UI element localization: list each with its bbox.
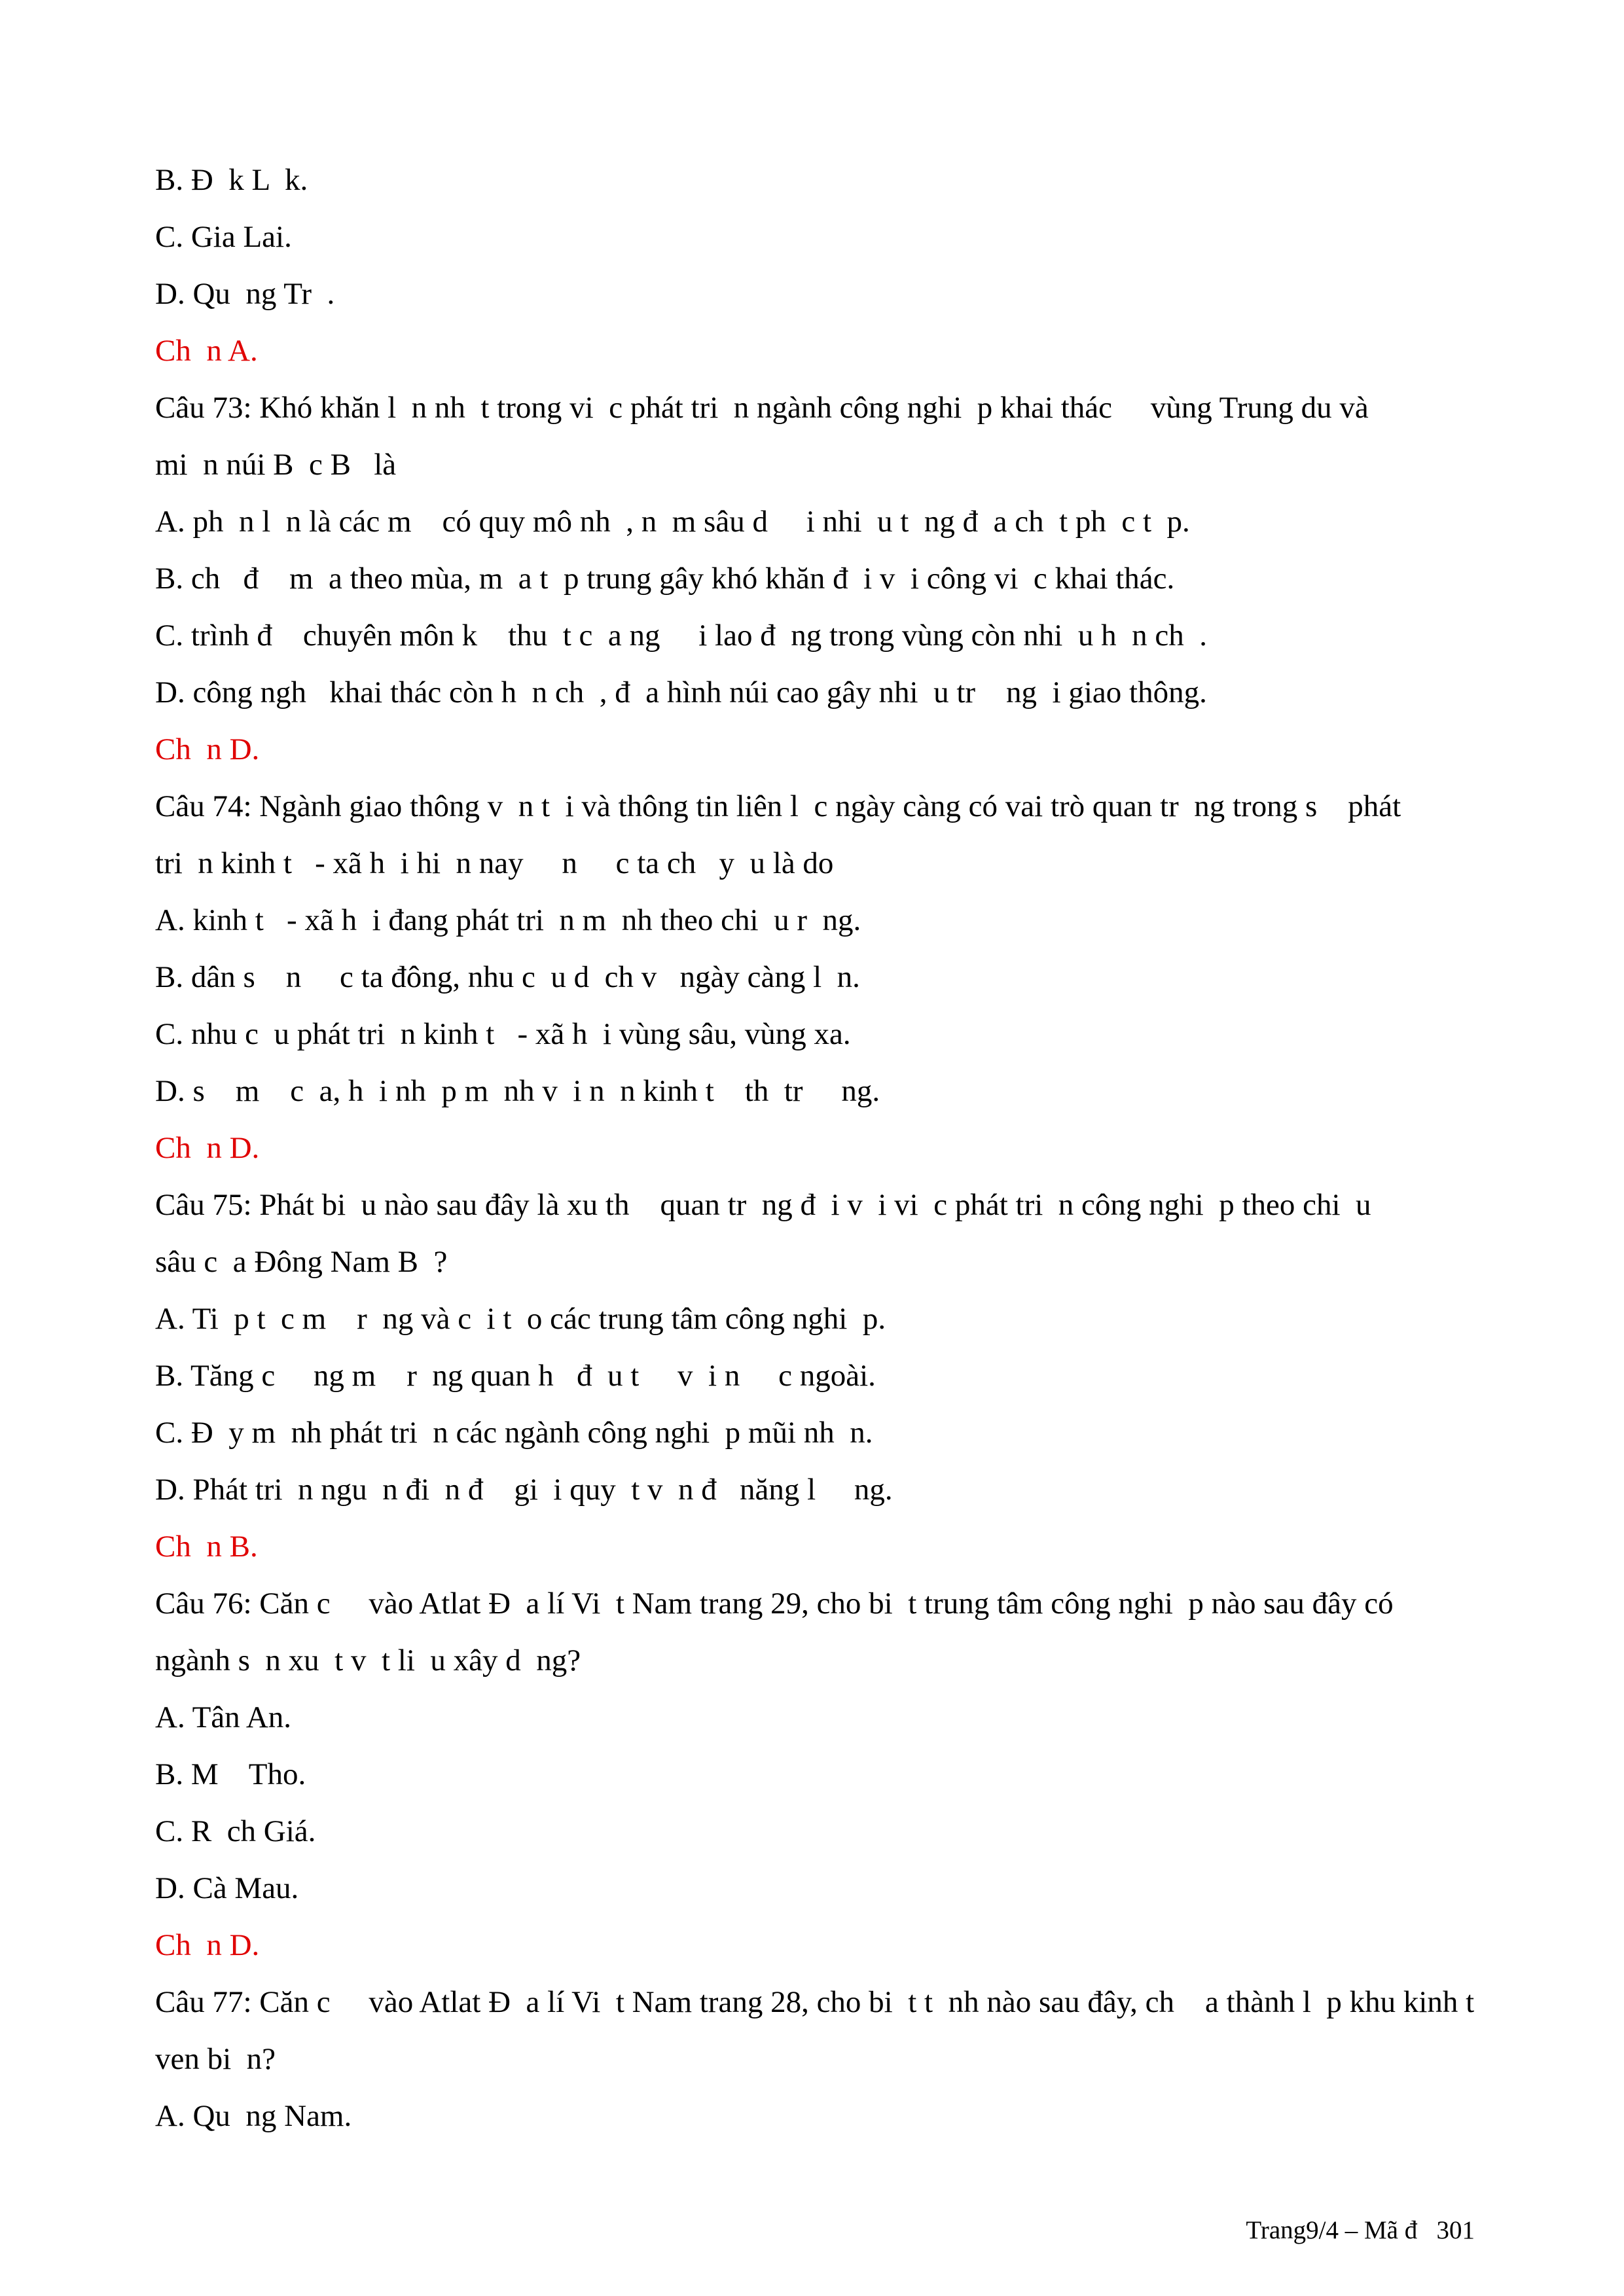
option-line: C. Đ y m nh phát tri n các ngành công nghi p mũi nh n.	[155, 1416, 873, 1450]
option-line: A. kinh t - xã h i đang phát tri n m nh theo chi u r ng.	[155, 903, 861, 937]
option-line: B. ch đ m a theo mùa, m a t p trung gây khó khăn đ i v i công vi c khai thác.	[155, 562, 1175, 596]
option-line: A. Ti p t c m r ng và c i t o các trung tâm công nghi p.	[155, 1302, 886, 1336]
option-line: D. s m c a, h i nh p m nh v i n n kinh t th tr ng.	[155, 1074, 880, 1108]
question-line: ngành s n xu t v t li u xây d ng?	[155, 1643, 581, 1677]
answer-line: Ch n A.	[155, 334, 258, 368]
page-footer: Trang9/4 – Mã đ 301	[1246, 2216, 1475, 2244]
option-line: D. Cà Mau.	[155, 1871, 299, 1905]
option-line: B. Đ k L k.	[155, 163, 308, 197]
option-line: B. M Tho.	[155, 1757, 306, 1791]
question-line: Câu 76: Căn c vào Atlat Đ a lí Vi t Nam trang 29, cho bi t trung tâm công nghi p nào sau đây có	[155, 1587, 1394, 1621]
option-line: B. dân s n c ta đông, nhu c u d ch v ngày càng l n.	[155, 960, 860, 994]
option-line: C. R ch Giá.	[155, 1814, 316, 1848]
question-line: Câu 73: Khó khăn l n nh t trong vi c phát tri n ngành công nghi p khai thác vùng Trung du và	[155, 391, 1369, 425]
option-line: A. Tân An.	[155, 1700, 292, 1734]
option-line: B. Tăng c ng m r ng quan h đ u t v i n c ngoài.	[155, 1359, 876, 1393]
option-line: C. Gia Lai.	[155, 220, 292, 254]
question-line: Câu 74: Ngành giao thông v n t i và thông tin liên l c ngày càng có vai trò quan tr ng trong s phát	[155, 789, 1401, 823]
question-line: Câu 75: Phát bi u nào sau đây là xu th quan tr ng đ i v i vi c phát tri n công nghi p theo chi u	[155, 1188, 1371, 1222]
question-line: ven bi n?	[155, 2042, 276, 2076]
question-line: sâu c a Đông Nam B ?	[155, 1245, 448, 1279]
question-line: mi n núi B c B là	[155, 448, 397, 482]
answer-line: Ch n B.	[155, 1530, 258, 1564]
question-line: Câu 77: Căn c vào Atlat Đ a lí Vi t Nam trang 28, cho bi t t nh nào sau đây, ch a thành l p khu kinh t	[155, 1985, 1475, 2019]
answer-line: Ch n D.	[155, 732, 260, 766]
option-line: D. Qu ng Tr .	[155, 277, 335, 311]
document-body	[155, 152, 1477, 2145]
option-line: C. trình đ chuyên môn k thu t c a ng i lao đ ng trong vùng còn nhi u h n ch .	[155, 619, 1207, 653]
option-line: A. Qu ng Nam.	[155, 2099, 352, 2133]
answer-line: Ch n D.	[155, 1131, 260, 1165]
answer-line: Ch n D.	[155, 1928, 260, 1962]
option-line: A. ph n l n là các m có quy mô nh , n m sâu d i nhi u t ng đ a ch t ph c t p.	[155, 505, 1190, 539]
option-line: C. nhu c u phát tri n kinh t - xã h i vùng sâu, vùng xa.	[155, 1017, 851, 1051]
option-line: D. công ngh khai thác còn h n ch , đ a hình núi cao gây nhi u tr ng i giao thông.	[155, 675, 1207, 709]
option-line: D. Phát tri n ngu n đi n đ gi i quy t v n đ năng l ng.	[155, 1473, 893, 1507]
question-line: tri n kinh t - xã h i hi n nay n c ta ch y u là do	[155, 846, 834, 880]
